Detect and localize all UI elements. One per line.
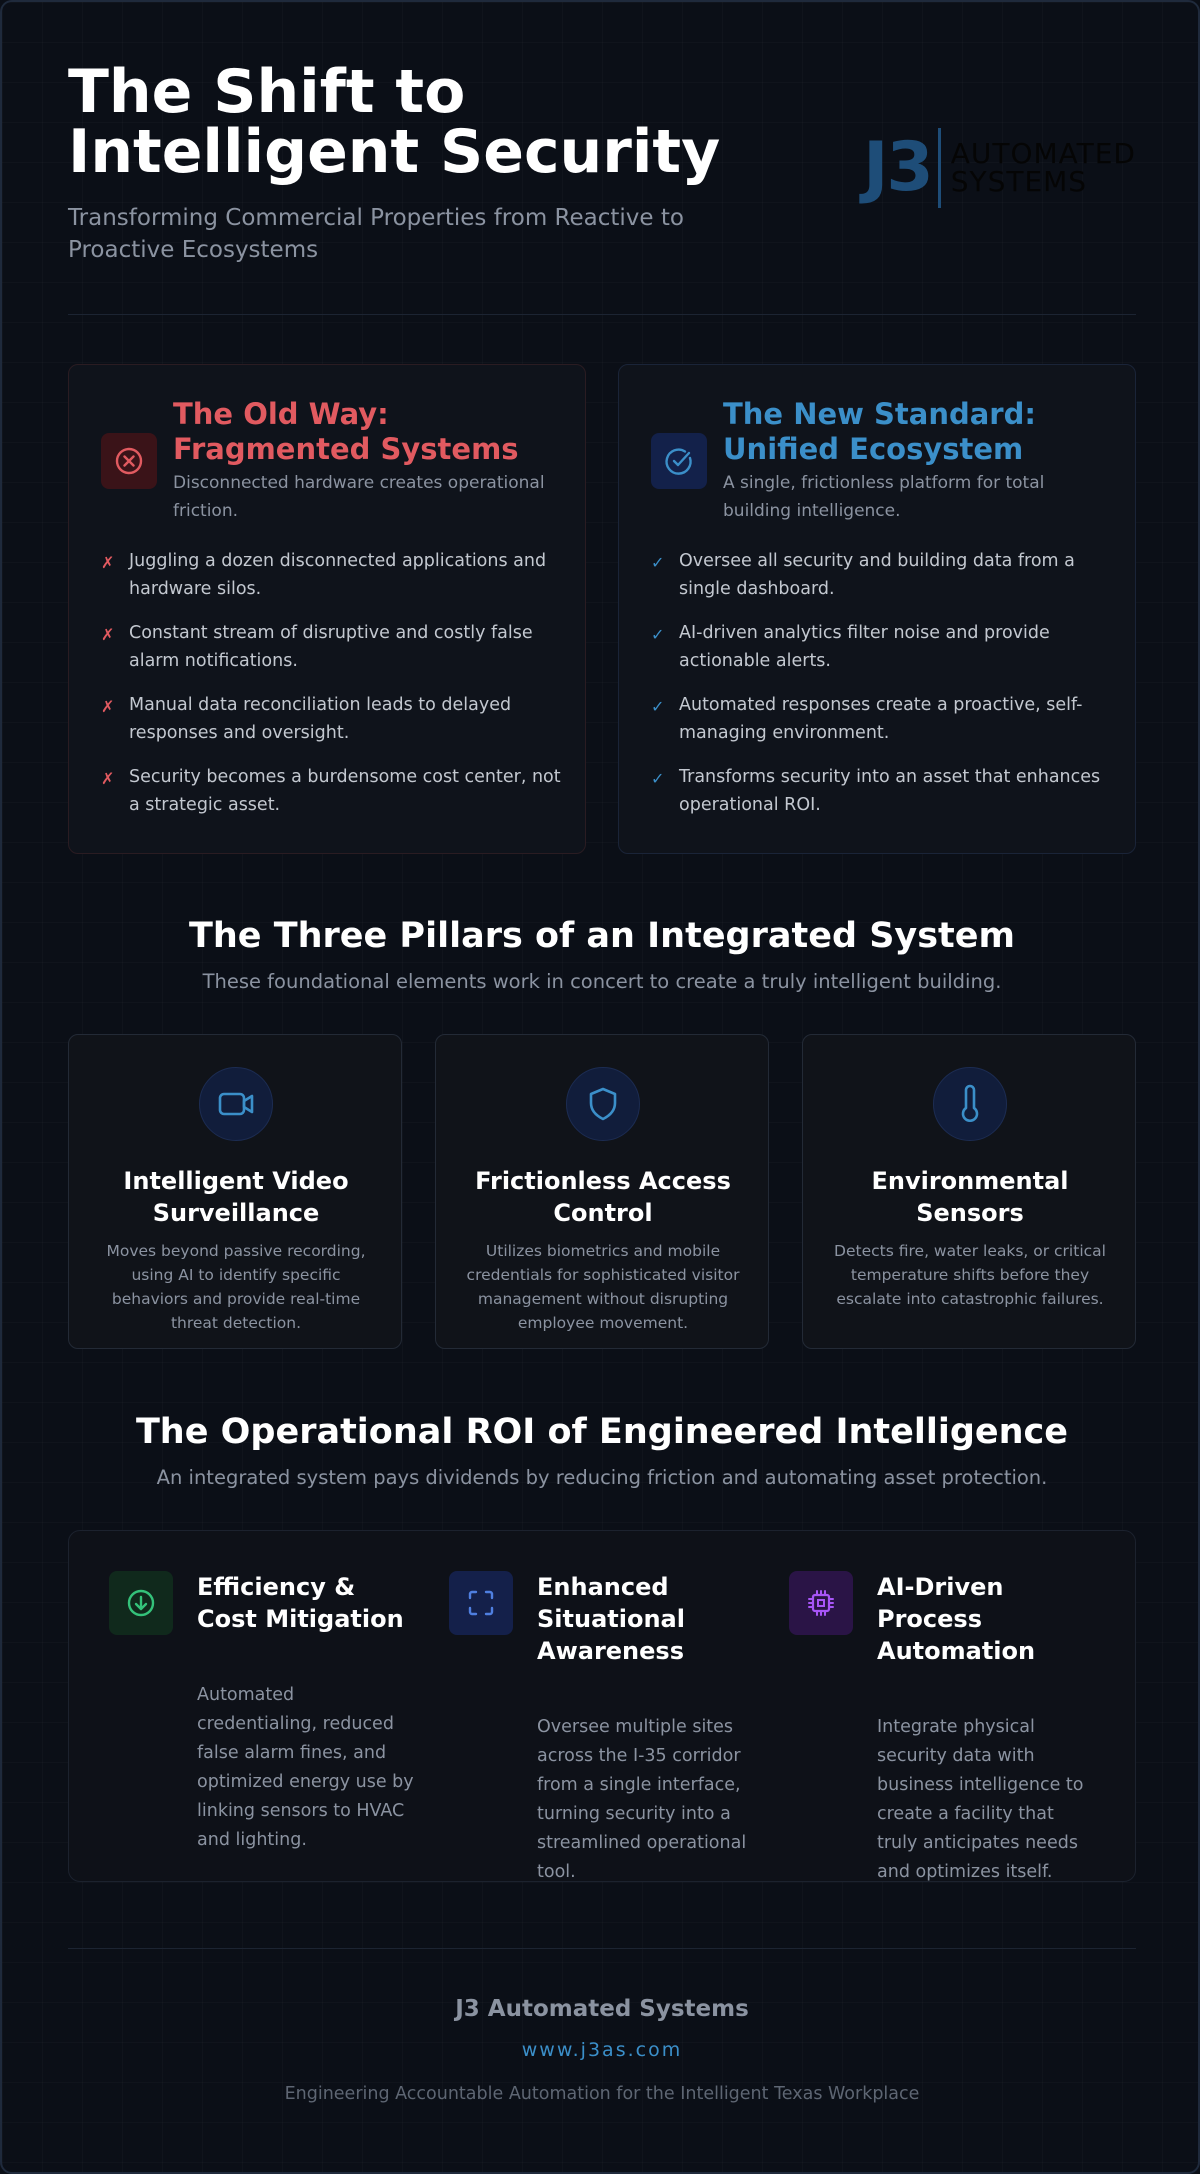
check-icon: ✓: [651, 769, 665, 788]
j3-logo: [863, 127, 1136, 209]
old-way-title: The Old Way: Fragmented Systems: [173, 397, 519, 466]
pillar-description: Moves beyond passive recording, using AI to identify specific behaviors and provide real-time threat detection.: [106, 1242, 366, 1332]
pillar-title: Frictionless Access Control: [475, 1167, 731, 1227]
roi-panel: [68, 1530, 1136, 1882]
new-standard-title: The New Standard: Unified Ecosystem: [723, 397, 1036, 466]
old-way-card: [68, 364, 586, 854]
roi-item-title: AI-Driven Process Automation: [877, 1573, 1036, 1665]
logo-wordmark: [950, 137, 1136, 198]
pillar-title: Intelligent Video Surveillance: [123, 1167, 349, 1227]
cross-icon: ✗: [101, 697, 115, 716]
list-item: ✓ Automated responses create a proactive, self-managing environment.: [651, 691, 1111, 747]
pillar-description: Utilizes biometrics and mobile credentials for sophisticated visitor management without disrupting employee movement.: [466, 1242, 740, 1332]
roi-item-title: Efficiency & Cost Mitigation: [197, 1573, 404, 1633]
x-circle-icon: [101, 433, 157, 489]
check-icon: ✓: [651, 625, 665, 644]
footer-company: J3 Automated Systems: [455, 1996, 749, 2022]
page-title: The Shift to Intelligent Security: [68, 57, 721, 187]
cross-icon: ✗: [101, 625, 115, 644]
header-divider: [68, 314, 1136, 315]
check-circle-icon: [651, 433, 707, 489]
list-item: ✓ Transforms security into an asset that enhances operational ROI.: [651, 763, 1111, 819]
roi-title: The Operational ROI of Engineered Intelligence: [135, 1412, 1069, 1452]
pillars-subtitle: These foundational elements work in concert to create a truly intelligent building.: [202, 970, 1002, 993]
roi-item-description: Oversee multiple sites across the I-35 corridor from a single interface, turning security into a streamlined operational tool.: [537, 1717, 747, 1882]
pillars-title: The Three Pillars of an Integrated System: [189, 916, 1015, 956]
thermometer-icon: [933, 1067, 1007, 1141]
cross-icon: ✗: [101, 769, 115, 788]
check-icon: ✓: [651, 553, 665, 572]
pillar-title: Environmental Sensors: [871, 1167, 1069, 1227]
list-item: ✗ Manual data reconciliation leads to delayed responses and oversight.: [101, 691, 561, 747]
pillar-video-surveillance: [68, 1034, 402, 1349]
roi-item-description: Automated credentialing, reduced false alarm fines, and optimized energy use by linking sensors to HVAC and lighting.: [197, 1685, 414, 1850]
pillar-access-control: [435, 1034, 769, 1349]
logo-mark: J3: [863, 128, 932, 207]
list-item: ✗ Juggling a dozen disconnected applications and hardware silos.: [101, 547, 561, 603]
footer-url-link[interactable]: www.j3as.com: [521, 2039, 683, 2061]
new-standard-card: [618, 364, 1136, 854]
cpu-chip-icon: [789, 1571, 853, 1635]
footer-divider: [68, 1948, 1136, 1949]
old-way-list: [101, 547, 561, 835]
list-item: ✓ AI-driven analytics filter noise and provide actionable alerts.: [651, 619, 1111, 675]
logo-line-1: AUTOMATED: [950, 137, 1136, 170]
pillar-environmental-sensors: [802, 1034, 1136, 1349]
focus-frame-icon: [449, 1571, 513, 1635]
logo-divider: [938, 128, 941, 208]
logo-line-2: SYSTEMS: [950, 165, 1088, 198]
list-item: ✗ Constant stream of disruptive and costly false alarm notifications.: [101, 619, 561, 675]
roi-subtitle: An integrated system pays dividends by reducing friction and automating asset protection.: [156, 1466, 1048, 1489]
new-standard-description: A single, frictionless platform for total building intelligence.: [723, 473, 1045, 521]
list-item: ✓ Oversee all security and building data from a single dashboard.: [651, 547, 1111, 603]
roi-item-title: Enhanced Situational Awareness: [537, 1573, 685, 1665]
shield-icon: [566, 1067, 640, 1141]
header: [68, 57, 1136, 272]
cross-icon: ✗: [101, 553, 115, 572]
arrow-down-circle-icon: [109, 1571, 173, 1635]
list-item: ✗ Security becomes a burdensome cost center, not a strategic asset.: [101, 763, 561, 819]
check-icon: ✓: [651, 697, 665, 716]
old-way-description: Disconnected hardware creates operational friction.: [173, 473, 545, 521]
roi-item-description: Integrate physical security data with business intelligence to create a facility that truly anticipates needs and optimizes itself.: [877, 1717, 1084, 1882]
pillar-description: Detects fire, water leaks, or critical temperature shifts before they escalate into catastrophic failures.: [834, 1242, 1106, 1308]
new-standard-list: [651, 547, 1111, 835]
footer-tagline: Engineering Accountable Automation for the Intelligent Texas Workplace: [284, 2084, 920, 2104]
video-camera-icon: [199, 1067, 273, 1141]
page-subtitle: Transforming Commercial Properties from Reactive to Proactive Ecosystems: [68, 205, 684, 263]
